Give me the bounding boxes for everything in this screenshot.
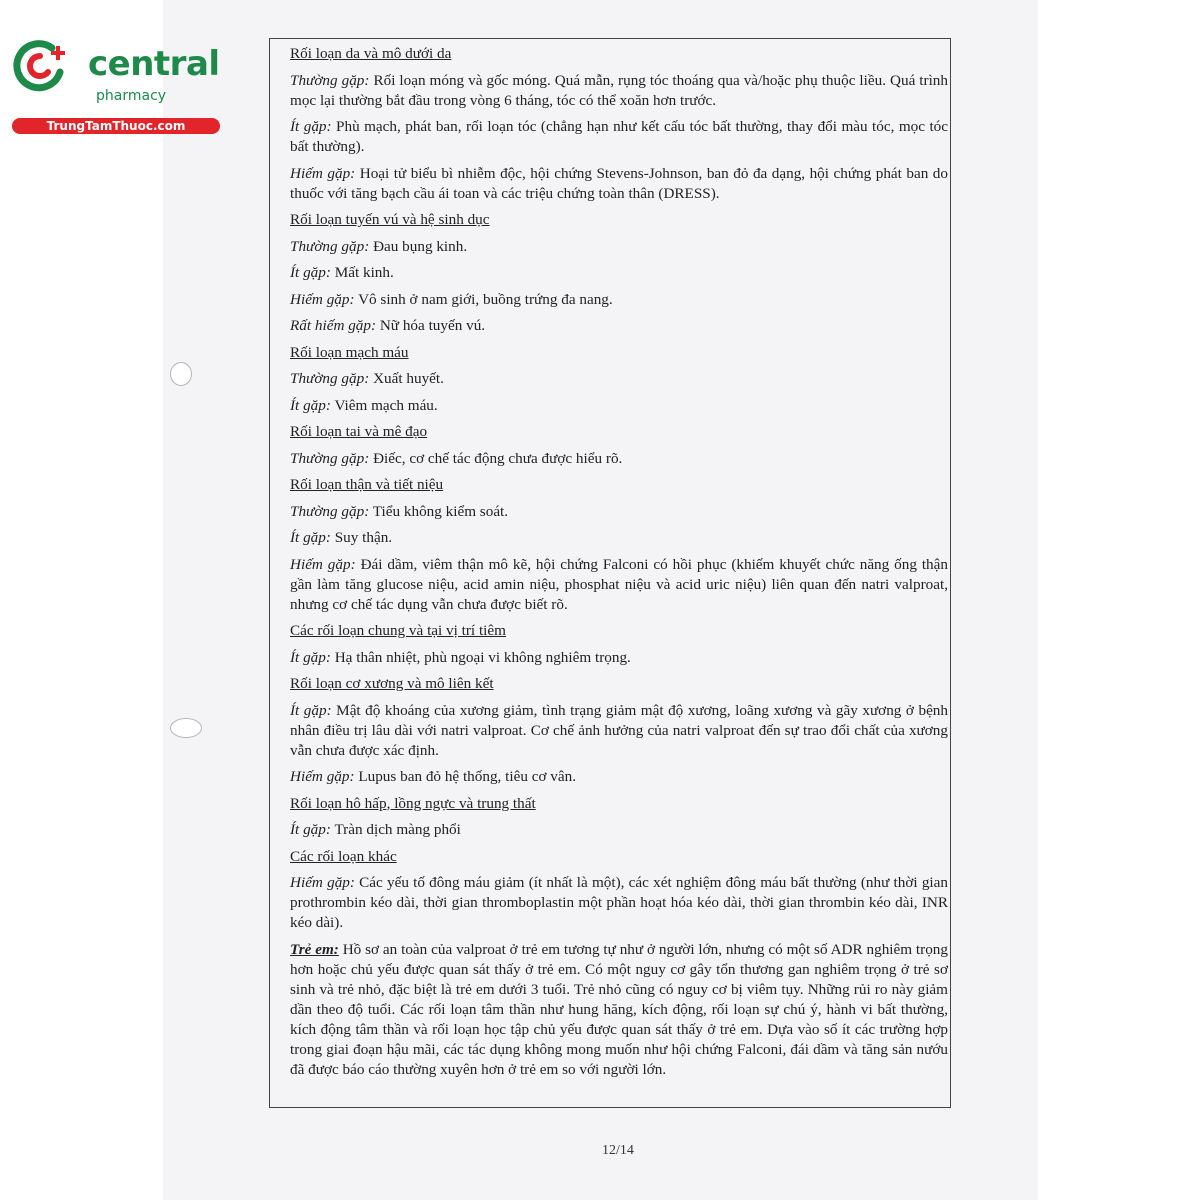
adverse-effect-entry	[290, 396, 948, 416]
frequency-label: Ít gặp:	[290, 821, 331, 838]
frequency-label: Hiếm gặp:	[290, 164, 356, 182]
frequency-label: Thường gặp:	[290, 502, 370, 520]
section-heading: Rối loạn da và mô dưới da	[290, 45, 452, 62]
frequency-label: Hiếm gặp:	[290, 768, 355, 785]
adverse-effect-entry	[290, 820, 948, 840]
logo-site-banner: TrungTamThuoc.com	[12, 118, 220, 134]
logo-subtitle: pharmacy	[96, 88, 167, 104]
effect-text: Mất kinh.	[330, 264, 394, 281]
effect-text: Mật độ khoáng của xương giảm, tình trạng giảm mật độ xương, loãng xương và gãy xương ở bệnh nhân điều trị lâu dài với natri valproat. Cơ chế ảnh hưởng của natri valproat đến sự trao đổi chất của xương vẫn chưa được xác định.	[290, 701, 948, 759]
effect-text: Viêm mạch máu.	[330, 396, 438, 414]
section-heading: Các rối loạn khác	[290, 847, 397, 865]
frequency-label: Thường gặp:	[290, 370, 370, 387]
adverse-effect-entry	[290, 71, 948, 111]
adverse-effect-entry	[290, 555, 948, 615]
effect-text: Vô sinh ở nam giới, buồng trứng đa nang.	[354, 290, 613, 308]
adverse-effect-entry	[290, 873, 948, 933]
central-pharmacy-logo[interactable]	[10, 38, 220, 138]
effect-text: Tiểu không kiểm soát.	[369, 502, 509, 520]
effect-text: Nữ hóa tuyến vú.	[376, 317, 486, 334]
effect-text: Rối loạn móng và gốc móng. Quá mẫn, rụng tóc thoáng qua và/hoặc phụ thuộc liều. Quá trình mọc lại thường bắt đầu trong vòng 6 tháng, tóc có thể xoăn hơn trước.	[290, 71, 948, 109]
logo-brand: central	[88, 44, 220, 84]
adverse-effect-entry	[290, 648, 948, 668]
frequency-label: Ít gặp:	[290, 701, 332, 719]
effect-text: Đái dầm, viêm thận mô kẽ, hội chứng Falconi có hồi phục (khiếm khuyết chức năng ống thận gần làm tăng glucose niệu, acid amin niệu, phosphat niệu và acid uric niệu) liên quan đến natri valproat, nhưng cơ chế tác dụng vẫn chưa được biết rõ.	[290, 555, 948, 613]
adverse-effect-entry	[290, 369, 948, 389]
effect-text: Điếc, cơ chế tác động chưa được hiểu rõ.	[369, 449, 623, 467]
effect-text: Hạ thân nhiệt, phù ngoại vi không nghiêm trọng.	[330, 648, 631, 666]
adverse-effect-entry	[290, 767, 948, 787]
section-heading: Rối loạn mạch máu	[290, 343, 409, 361]
punch-hole-top	[170, 362, 192, 386]
section-heading: Rối loạn hô hấp, lồng ngực và trung thất	[290, 794, 536, 812]
frequency-label: Ít gặp:	[290, 118, 332, 135]
adverse-effect-entry	[290, 237, 948, 257]
frequency-label: Thường gặp:	[290, 449, 370, 467]
frequency-label: Ít gặp:	[290, 648, 331, 666]
children-text: Hồ sơ an toàn của valproat ở trẻ em tương tự như ở người lớn, nhưng có một số ADR nghiêm trọng hơn hoặc chủ yếu được quan sát thấy ở trẻ em. Có một nguy cơ gây tổn thương gan nghiêm trọng ở trẻ sơ sinh và trẻ nhỏ, đặc biệt là trẻ em dưới 3 tuổi. Trẻ nhỏ cũng có nguy cơ bị viêm tụy. Những rủi ro này giảm dần theo độ tuổi. Các rối loạn tâm thần như hung hăng, kích động, rối loạn sự chú ý, hành vi bất thường, kích động tâm thần và rối loạn học tập chủ yếu được quan sát thấy ở trẻ em. Dựa vào số ít các trường hợp trong giai đoạn hậu mãi, các tác dụng không mong muốn như hội chứng Falconi, đái dầm và tăng sản nướu đã được báo cáo thường xuyên hơn ở trẻ em so với người lớn.	[290, 940, 948, 1078]
adverse-effect-entry	[290, 117, 948, 157]
children-label: Trẻ em:	[290, 940, 339, 958]
frequency-label: Hiếm gặp:	[290, 874, 355, 891]
page-number: 12/14	[602, 1143, 634, 1158]
section-heading: Rối loạn thận và tiết niệu	[290, 476, 444, 493]
adverse-effect-entry	[290, 449, 948, 469]
effect-text: Đau bụng kinh.	[369, 237, 468, 255]
frequency-label: Hiếm gặp:	[290, 555, 356, 573]
frequency-label: Hiếm gặp:	[290, 290, 355, 308]
punch-hole-bottom	[170, 718, 202, 738]
adverse-effect-entry	[290, 502, 948, 522]
effect-text: Hoại tử biểu bì nhiễm độc, hội chứng Stevens-Johnson, ban đỏ đa dạng, hội chứng phát ban do thuốc với tăng bạch cầu ái toan và các triệu chứng toàn thân (DRESS).	[290, 164, 948, 202]
adverse-effect-entry	[290, 701, 948, 761]
document-body	[290, 44, 948, 1086]
section-heading: Rối loạn tai và mê đạo	[290, 423, 428, 440]
frequency-label: Thường gặp:	[290, 237, 370, 255]
frequency-label: Ít gặp:	[290, 264, 331, 281]
frequency-label: Ít gặp:	[290, 396, 331, 414]
frequency-label: Ít gặp:	[290, 529, 331, 546]
adverse-effect-entry	[290, 263, 948, 283]
children-paragraph	[290, 940, 948, 1080]
effect-text: Suy thận.	[330, 529, 393, 546]
adverse-effect-entry	[290, 290, 948, 310]
section-heading: Rối loạn tuyến vú và hệ sinh dục	[290, 211, 490, 228]
effect-text: Xuất huyết.	[369, 370, 444, 387]
adverse-effect-entry	[290, 316, 948, 336]
pharmacy-cross-logo-icon	[12, 38, 68, 94]
frequency-label: Thường gặp:	[290, 71, 370, 89]
effect-text: Tràn dịch màng phổi	[330, 821, 461, 838]
effect-text: Phù mạch, phát ban, rối loạn tóc (chẳng hạn như kết cấu tóc bất thường, thay đổi màu tóc, mọc tóc bất thường).	[290, 118, 948, 155]
section-heading: Các rối loạn chung và tại vị trí tiêm	[290, 622, 506, 639]
adverse-effect-entry	[290, 528, 948, 548]
frequency-label: Rất hiếm gặp:	[290, 317, 377, 334]
section-heading: Rối loạn cơ xương và mô liên kết	[290, 675, 494, 692]
adverse-effect-entry	[290, 164, 948, 204]
effect-text: Các yếu tố đông máu giảm (ít nhất là một), các xét nghiệm đông máu bất thường (như thời gian prothrombin kéo dài, thời gian thromboplastin một phần hoạt hóa kéo dài, thời gian thrombin kéo dài, INR kéo dài).	[290, 874, 948, 931]
effect-text: Lupus ban đỏ hệ thống, tiêu cơ vân.	[354, 768, 577, 785]
